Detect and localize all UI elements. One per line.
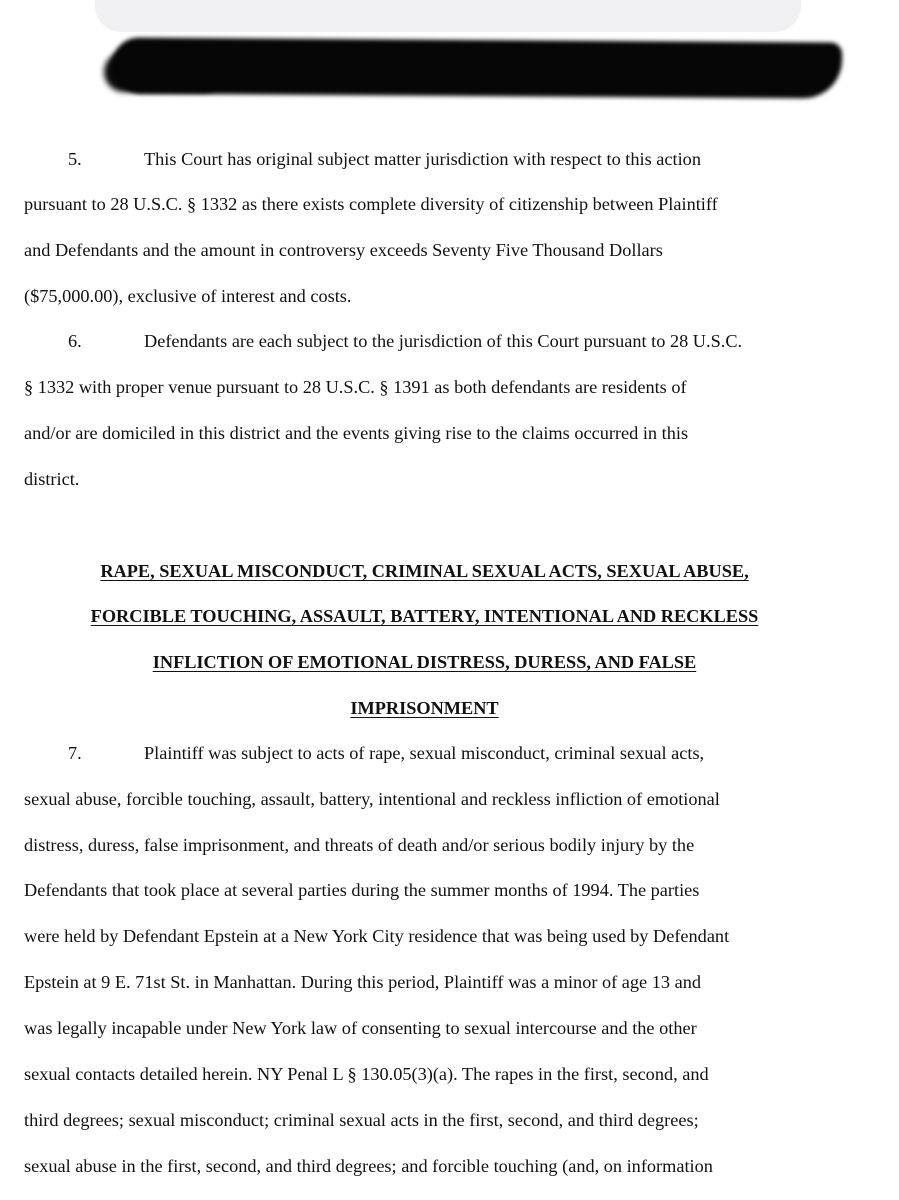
paragraph-6-line: district. — [24, 469, 80, 489]
redaction-mark — [112, 37, 842, 98]
paragraph-7-line: sexual abuse, forcible touching, assault, battery, intentional and reckless infliction of emotional — [24, 789, 720, 809]
paragraph-5-line: This Court has original subject matter jurisdiction with respect to this action — [144, 149, 701, 169]
section-heading-line: INFLICTION OF EMOTIONAL DISTRESS, DURESS, AND FALSE — [152, 652, 697, 672]
section-heading-line: FORCIBLE TOUCHING, ASSAULT, BATTERY, INTENTIONAL AND RECKLESS — [90, 606, 759, 626]
paragraph-6-line: Defendants are each subject to the jurisdiction of this Court pursuant to 28 U.S.C. — [144, 331, 743, 351]
paragraph-7-line: sexual abuse in the first, second, and third degrees; and forcible touching (and, on information — [24, 1156, 713, 1176]
paragraph-6-line: § 1332 with proper venue pursuant to 28 U.S.C. § 1391 as both defendants are residents of — [24, 377, 687, 397]
paragraph-7-line: was legally incapable under New York law of consenting to sexual intercourse and the other — [24, 1018, 697, 1038]
paragraph-7-line: were held by Defendant Epstein at a New York City residence that was being used by Defendant — [24, 926, 730, 946]
paragraph-7-line: Epstein at 9 E. 71st St. in Manhattan. During this period, Plaintiff was a minor of age 13 and — [24, 972, 701, 992]
paragraph-6-line: and/or are domiciled in this district and the events giving rise to the claims occurred in this — [24, 423, 689, 443]
viewer-toolbar — [95, 0, 801, 32]
paragraph-7-line: Plaintiff was subject to acts of rape, sexual misconduct, criminal sexual acts, — [144, 743, 705, 763]
paragraph-7-line: distress, duress, false imprisonment, and threats of death and/or serious bodily injury by the — [24, 835, 695, 855]
paragraph-7-number: 7. — [68, 743, 82, 763]
section-heading-line: IMPRISONMENT — [350, 698, 499, 718]
paragraph-6-number: 6. — [68, 331, 82, 351]
paragraph-7-line: third degrees; sexual misconduct; criminal sexual acts in the first, second, and third degrees; — [24, 1110, 699, 1130]
paragraph-5-line: and Defendants and the amount in controversy exceeds Seventy Five Thousand Dollars — [24, 240, 663, 260]
paragraph-5-line: ($75,000.00), exclusive of interest and costs. — [24, 286, 352, 306]
paragraph-7-line: Defendants that took place at several parties during the summer months of 1994. The parties — [24, 880, 700, 900]
section-heading-line: RAPE, SEXUAL MISCONDUCT, CRIMINAL SEXUAL ACTS, SEXUAL ABUSE, — [100, 561, 749, 581]
paragraph-5-line: pursuant to 28 U.S.C. § 1332 as there exists complete diversity of citizenship between Plaintiff — [24, 194, 718, 214]
paragraph-5-number: 5. — [68, 149, 82, 169]
paragraph-7-line: sexual contacts detailed herein. NY Penal L § 130.05(3)(a). The rapes in the first, second, and — [24, 1064, 709, 1084]
